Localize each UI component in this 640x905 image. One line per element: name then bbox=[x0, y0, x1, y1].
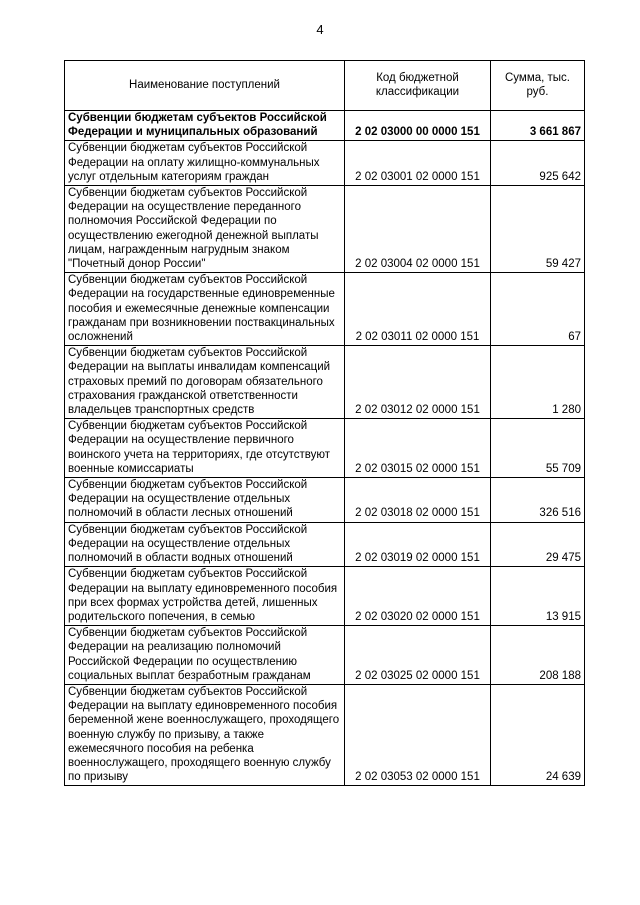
row-code: 2 02 03011 02 0000 151 bbox=[345, 273, 491, 346]
row-sum: 29 475 bbox=[491, 522, 585, 567]
row-code: 2 02 03004 02 0000 151 bbox=[345, 186, 491, 273]
table-row bbox=[65, 684, 585, 785]
row-sum: 3 661 867 bbox=[491, 111, 585, 141]
header-code: Код бюджетной классификации bbox=[345, 61, 491, 111]
table-row bbox=[65, 522, 585, 567]
row-name: Субвенции бюджетам субъектов Российской Федерации на осуществление первичного воинского учета на территориях, где отсутствуют военные комиссариаты bbox=[65, 419, 345, 478]
table-row bbox=[65, 346, 585, 419]
table-row bbox=[65, 186, 585, 273]
table-row-total bbox=[65, 111, 585, 141]
row-sum: 326 516 bbox=[491, 478, 585, 523]
row-sum: 1 280 bbox=[491, 346, 585, 419]
row-name: Субвенции бюджетам субъектов Российской Федерации на выплаты инвалидам компенсаций страховых премий по договорам обязательного страхования гражданской ответственности владельцев транспортных средств bbox=[65, 346, 345, 419]
row-name: Субвенции бюджетам субъектов Российской Федерации на государственные единовременные пособия и ежемесячные денежные компенсации гражданам при возникновении поствакцинальных осложнений bbox=[65, 273, 345, 346]
row-name: Субвенции бюджетам субъектов Российской Федерации на осуществление отдельных полномочий в области лесных отношений bbox=[65, 478, 345, 523]
row-name: Субвенции бюджетам субъектов Российской Федерации на выплату единовременного пособия беременной жене военнослужащего, проходящего военную службу по призыву, а также ежемесячного пособия на ребенка военнослужащего, проходящего военную службу по призыву bbox=[65, 684, 345, 785]
row-sum: 208 188 bbox=[491, 626, 585, 685]
row-name: Субвенции бюджетам субъектов Российской Федерации на осуществление отдельных полномочий в области водных отношений bbox=[65, 522, 345, 567]
table-header-row bbox=[65, 61, 585, 111]
row-code: 2 02 03019 02 0000 151 bbox=[345, 522, 491, 567]
page-number: 4 bbox=[316, 22, 324, 37]
table-row bbox=[65, 141, 585, 186]
table-row bbox=[65, 626, 585, 685]
row-sum: 67 bbox=[491, 273, 585, 346]
table-row bbox=[65, 273, 585, 346]
table-row bbox=[65, 567, 585, 626]
row-name: Субвенции бюджетам субъектов Российской Федерации на реализацию полномочий Российской Федерации по осуществлению социальных выплат безработным гражданам bbox=[65, 626, 345, 685]
row-name: Субвенции бюджетам субъектов Российской Федерации на выплату единовременного пособия при всех формах устройства детей, лишенных родительского попечения, в семью bbox=[65, 567, 345, 626]
table-row bbox=[65, 478, 585, 523]
revenue-table bbox=[64, 60, 585, 786]
header-name: Наименование поступлений bbox=[65, 61, 345, 111]
row-sum: 24 639 bbox=[491, 684, 585, 785]
row-name: Субвенции бюджетам субъектов Российской Федерации на осуществление переданного полномочия Российской Федерации по осуществлению ежегодной денежной выплаты лицам, награжденным нагрудным знаком "Почетный донор России" bbox=[65, 186, 345, 273]
row-sum: 55 709 bbox=[491, 419, 585, 478]
row-code: 2 02 03012 02 0000 151 bbox=[345, 346, 491, 419]
row-code: 2 02 03025 02 0000 151 bbox=[345, 626, 491, 685]
table-row bbox=[65, 419, 585, 478]
row-code: 2 02 03001 02 0000 151 bbox=[345, 141, 491, 186]
row-name: Субвенции бюджетам субъектов Российской Федерации на оплату жилищно-коммунальных услуг отдельным категориям граждан bbox=[65, 141, 345, 186]
row-code: 2 02 03053 02 0000 151 bbox=[345, 684, 491, 785]
row-name: Субвенции бюджетам субъектов Российской Федерации и муниципальных образований bbox=[65, 111, 345, 141]
row-code: 2 02 03018 02 0000 151 bbox=[345, 478, 491, 523]
header-sum: Сумма, тыс. руб. bbox=[491, 61, 585, 111]
row-code: 2 02 03015 02 0000 151 bbox=[345, 419, 491, 478]
row-sum: 925 642 bbox=[491, 141, 585, 186]
row-code: 2 02 03020 02 0000 151 bbox=[345, 567, 491, 626]
row-sum: 59 427 bbox=[491, 186, 585, 273]
row-code: 2 02 03000 00 0000 151 bbox=[345, 111, 491, 141]
row-sum: 13 915 bbox=[491, 567, 585, 626]
